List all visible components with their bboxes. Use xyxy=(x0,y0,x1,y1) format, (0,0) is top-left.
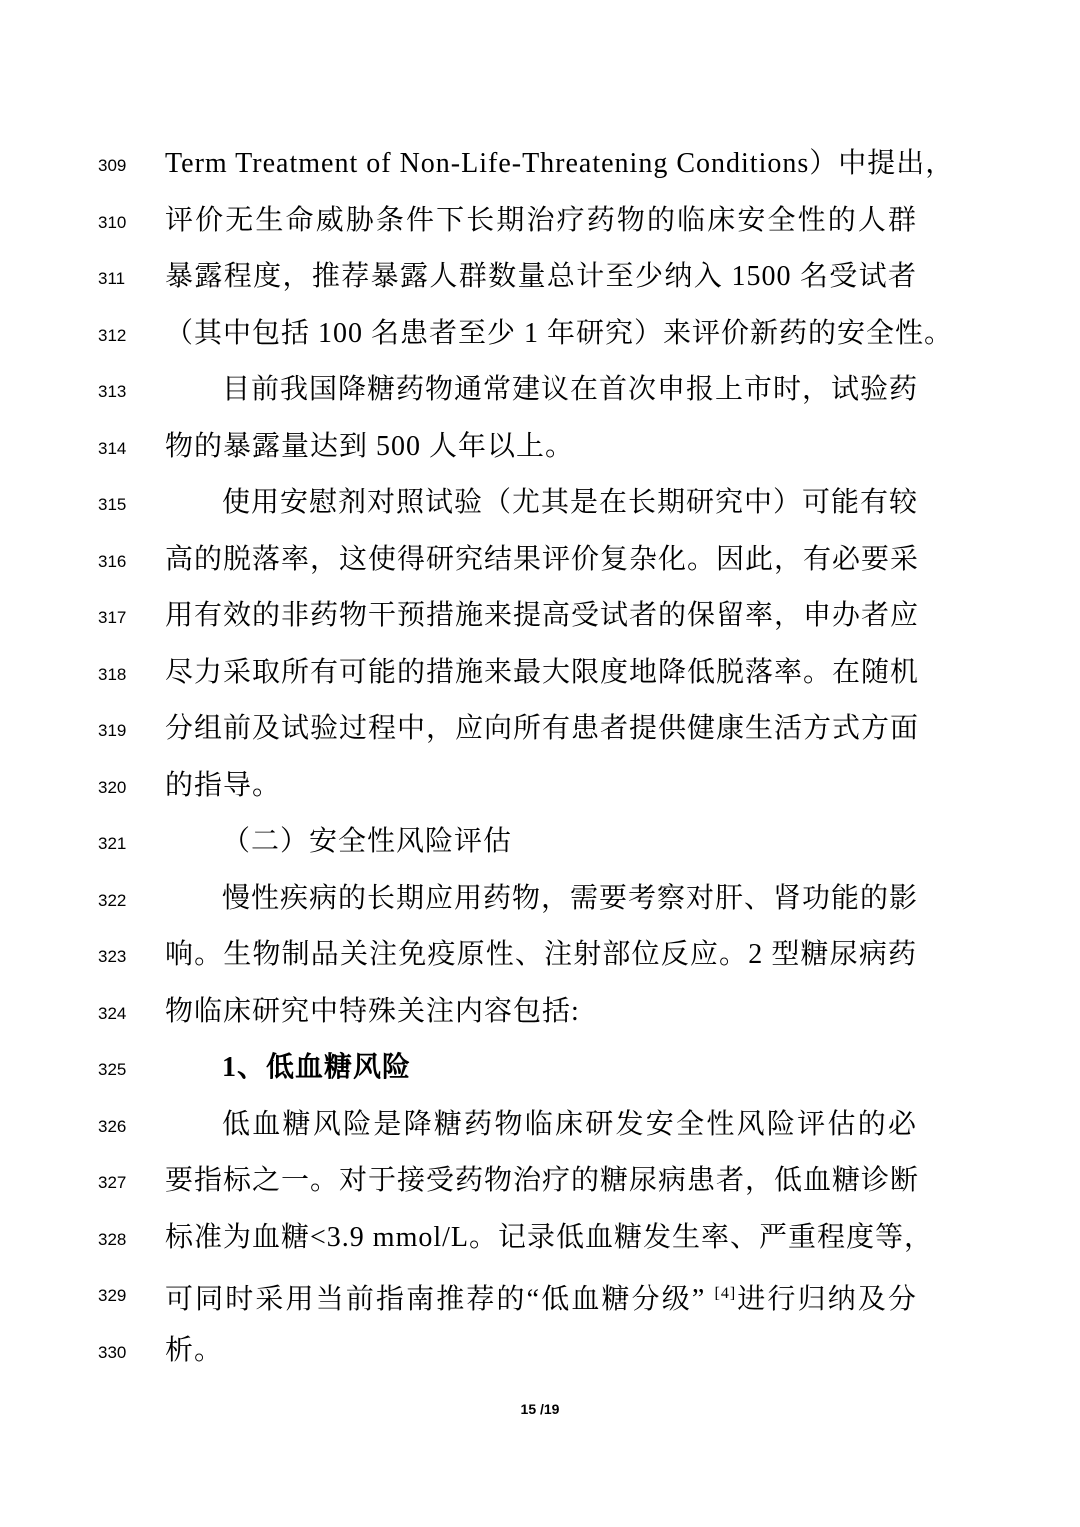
line-text: （其中包括 100 名患者至少 1 年研究）来评价新药的安全性。 xyxy=(165,318,954,349)
line-text: 要指标之一。对于接受药物治疗的糖尿病患者，低血糖诊断 xyxy=(165,1165,920,1196)
text-line xyxy=(0,653,1080,709)
line-number: 312 xyxy=(98,326,127,345)
line-number: 325 xyxy=(98,1060,127,1079)
text-line xyxy=(0,1274,1080,1330)
line-text: 析。 xyxy=(165,1335,224,1366)
line-number: 318 xyxy=(98,665,127,684)
text-line xyxy=(0,1105,1080,1161)
line-number: 327 xyxy=(98,1173,127,1192)
line-number: 320 xyxy=(98,778,127,797)
page-number: 15 /19 xyxy=(520,1401,560,1417)
line-text: 低血糖风险是降糖药物临床研发安全性风险评估的必 xyxy=(222,1109,917,1140)
line-text: 评价无生命威胁条件下长期治疗药物的临床安全性的人群 xyxy=(165,205,917,236)
text-line xyxy=(0,483,1080,539)
line-number: 314 xyxy=(98,439,127,458)
line-number: 309 xyxy=(98,156,127,175)
subsection-heading: 1、低血糖风险 xyxy=(222,1052,412,1083)
text-line xyxy=(0,201,1080,257)
text-line xyxy=(0,879,1080,935)
line-text: 分组前及试验过程中，应向所有患者提供健康生活方式方面 xyxy=(165,713,920,744)
line-number: 322 xyxy=(98,891,127,910)
line-number: 326 xyxy=(98,1117,127,1136)
line-number: 319 xyxy=(98,721,127,740)
text-line xyxy=(0,935,1080,991)
text-line xyxy=(0,540,1080,596)
line-text: 物的暴露量达到 500 人年以上。 xyxy=(165,431,575,462)
line-text: 目前我国降糖药物通常建议在首次申报上市时，试验药 xyxy=(222,374,919,405)
line-text: 的指导。 xyxy=(165,770,282,801)
line-number: 328 xyxy=(98,1230,127,1249)
line-text xyxy=(165,1274,917,1320)
section-heading: （二）安全性风险评估 xyxy=(222,826,513,857)
line-number: 330 xyxy=(98,1343,127,1362)
line-text: 标准为血糖<3.9 mmol/L。记录低血糖发生率、严重程度等， xyxy=(165,1222,934,1253)
line-number: 324 xyxy=(98,1004,127,1023)
subsection-heading-line xyxy=(0,1048,1080,1104)
text-line xyxy=(0,766,1080,822)
text-line xyxy=(0,427,1080,483)
line-text: 尽力采取所有可能的措施来最大限度地降低脱落率。在随机 xyxy=(165,657,920,688)
text-line xyxy=(0,1161,1080,1217)
line-number: 321 xyxy=(98,834,127,853)
text-line xyxy=(0,596,1080,652)
line-number: 313 xyxy=(98,382,127,401)
line-text: 慢性疾病的长期应用药物，需要考察对肝、肾功能的影 xyxy=(222,883,919,914)
text-line xyxy=(0,144,1080,200)
text-line xyxy=(0,709,1080,765)
text-line xyxy=(0,314,1080,370)
line-text: 用有效的非药物干预措施来提高受试者的保留率，申办者应 xyxy=(165,600,920,631)
text-line xyxy=(0,1331,1080,1387)
line-text: 使用安慰剂对照试验（尤其是在长期研究中）可能有较 xyxy=(222,487,919,518)
line-text: 高的脱落率，这使得研究结果评价复杂化。因此，有必要采 xyxy=(165,544,920,575)
line-text-part: 进行归纳及分 xyxy=(736,1284,917,1315)
line-text: Term Treatment of Non-Life-Threatening Conditions）中提出， xyxy=(165,148,955,179)
text-line xyxy=(0,370,1080,426)
line-text-part: 可同时采用当前指南推荐的“低血糖分级” xyxy=(165,1284,706,1315)
line-number: 317 xyxy=(98,608,127,627)
line-text: 物临床研究中特殊关注内容包括: xyxy=(165,996,580,1027)
line-number: 323 xyxy=(98,947,127,966)
text-line xyxy=(0,257,1080,313)
line-number: 329 xyxy=(98,1286,127,1305)
line-text: 暴露程度，推荐暴露人群数量总计至少纳入 1500 名受试者 xyxy=(165,261,917,292)
text-line xyxy=(0,992,1080,1048)
section-heading-line xyxy=(0,822,1080,878)
line-text: 响。生物制品关注免疫原性、注射部位反应。2 型糖尿病药 xyxy=(165,939,917,970)
line-number: 316 xyxy=(98,552,127,571)
citation-reference: [4] xyxy=(714,1285,737,1302)
text-line xyxy=(0,1218,1080,1274)
line-number: 311 xyxy=(98,269,126,288)
line-number: 310 xyxy=(98,213,127,232)
line-number: 315 xyxy=(98,495,127,514)
